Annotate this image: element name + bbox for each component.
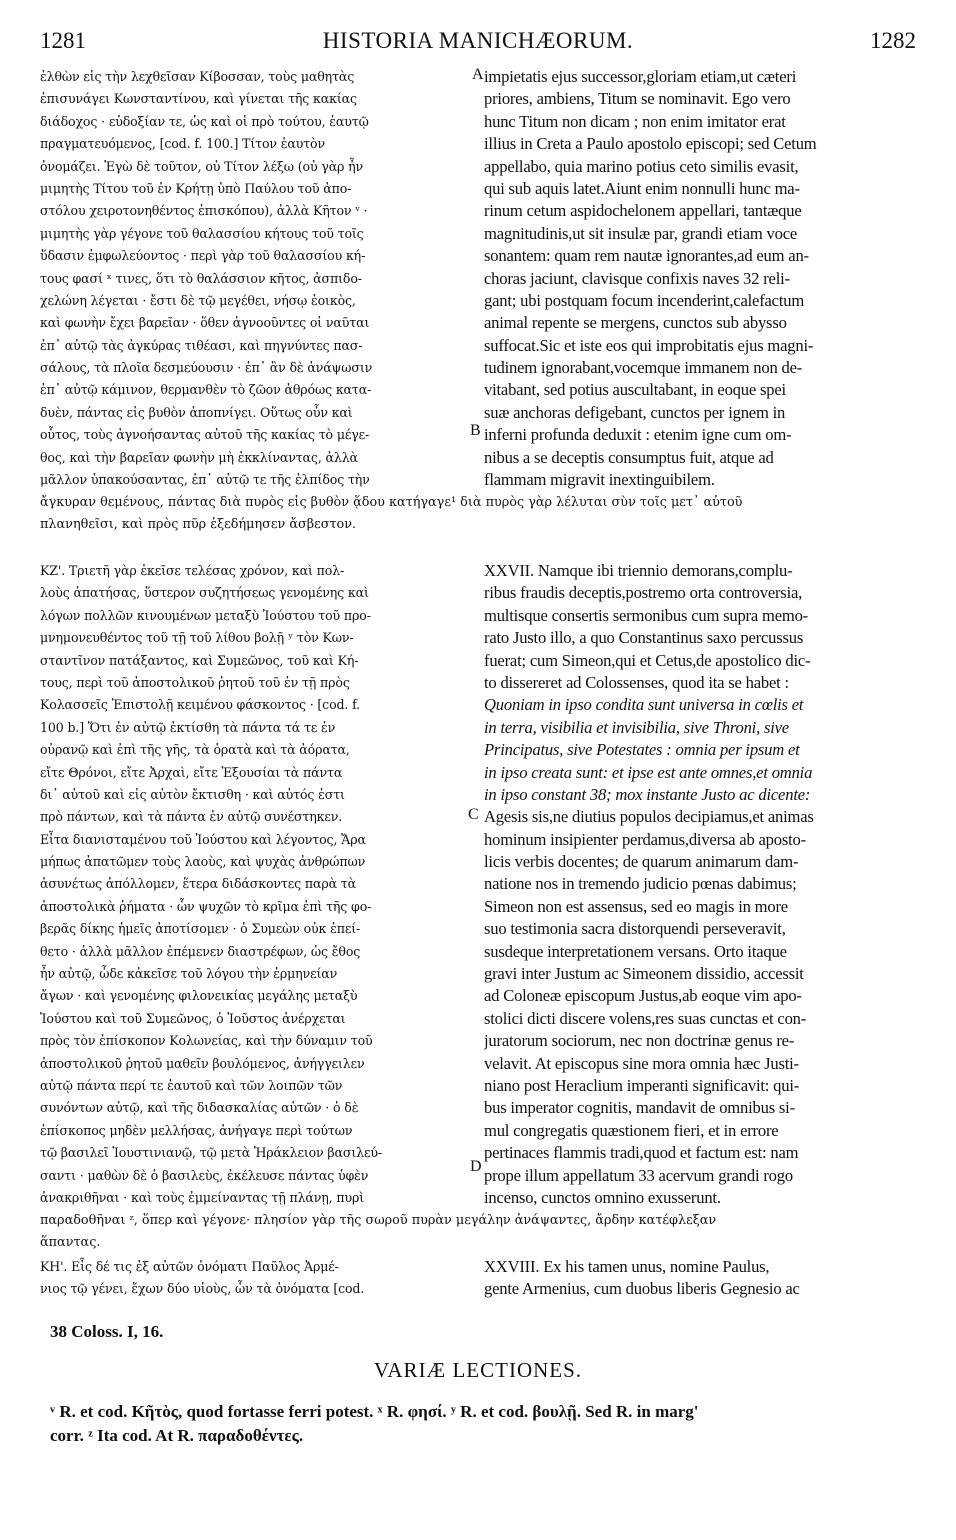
text-line: magnitudinis,ut sit insulæ par, grandi etiam voce xyxy=(484,223,798,243)
text-line: ἀσυνέτως ἀπόλλομεν, ἕτερα διδάσκοντες παρὰ τὰ xyxy=(40,876,356,892)
text-line: vitabant, sed potius auscultabant, in eoque spei xyxy=(484,380,786,400)
text-line: μᾶλλον ὑπακούσαντας, ἐπ᾽ αὐτῷ τε τῆς ἐλπίδος τὴν xyxy=(40,472,370,488)
text-line: XXVII. Namque ibi triennio demorans,complu- xyxy=(484,561,793,580)
text-line: velavit. At episcopus sine mora omnia hæc Justi- xyxy=(484,1053,799,1073)
text-line: Principatus, sive Potestates : omnia per ipsum et xyxy=(484,740,800,760)
text-line: ἐπ᾽ αὐτῷ τὰς ἀγκύρας τιθέασι, καὶ πηγνύντες πασ- xyxy=(40,337,363,353)
text-line: gente Armenius, cum duobus liberis Gegnesio ac xyxy=(484,1279,800,1299)
text-line: prope illum appellatum 33 acervum grandi rogo xyxy=(484,1165,793,1185)
running-title: HISTORIA MANICHÆORUM. xyxy=(322,28,634,53)
text-line: stolici dicti discere volens,res suas cunctas et con- xyxy=(484,1008,807,1028)
margin-marker-d: D xyxy=(470,1158,482,1175)
text-line: appellabo, quia marino potius ceto similis evasit, xyxy=(484,156,799,176)
text-line: αὐτῷ πάντα περί τε ἑαυτοῦ καὶ τῶν λοιπῶν τῶν xyxy=(40,1077,343,1093)
text-line: rato Justo illo, a quo Constantinus saxo percussus xyxy=(484,628,804,648)
text-line: σαντι · μαθὼν δὲ ὁ βασιλεὺς, ἐκέλευσε πάντας ὑφὲν xyxy=(40,1167,369,1183)
text-line: ὕδασιν ἐμφωλεύοντος · περὶ γὰρ τοῦ θαλασσίου κή- xyxy=(40,248,366,264)
text-line: δι᾽ αὐτοῦ καὶ εἰς αὐτὸν ἔκτισθη · καὶ αὐτός ἐστι xyxy=(40,786,345,802)
text-line: πραγματευόμενος, [cod. f. 100.] Τίτον ἑαυτὸν xyxy=(40,136,325,152)
text-line: Ἰούστου καὶ τοῦ Συμεῶνος, ὁ Ἰοῦστος ἀνέρχεται xyxy=(40,1010,346,1026)
text-line: ἄγων · καὶ γενομένης φιλονεικίας μεγάλης μεταξὺ xyxy=(40,988,358,1004)
latin-column-2 xyxy=(484,560,924,1209)
margin-marker-c: C xyxy=(468,806,479,823)
text-line: in ipso creata sunt: et ipse est ante omnes,et omnia xyxy=(484,762,813,782)
text-line: mul congregatis quæstionem fieri, et in errore xyxy=(484,1120,779,1140)
text-line: οὗτος, τοὺς ἀγνοήσαντας αὐτοῦ τῆς κακίας τὸ μέγε- xyxy=(40,427,370,443)
text-line: XXVIII. Ex his tamen unus, nomine Paulus, xyxy=(484,1257,770,1276)
text-line: στόλου χειροτονηθέντος ἐπισκόπου), ἀλλὰ Κῆτον ᵛ · xyxy=(40,203,368,219)
text-line: λοὺς ἀπατήσας, ὕστερον συζητήσεως γενομένης καὶ xyxy=(40,585,369,601)
text-line: gravi inter Justum ac Simeonem dissidio, accessit xyxy=(484,964,804,984)
text-line: Agesis sis,ne diutius populos decipiamus,et animas xyxy=(484,807,814,827)
text-line: μιμητὴς Τίτου τοῦ ἐν Κρήτῃ ὑπὸ Παύλου τοῦ ἀπο- xyxy=(40,180,352,196)
variae-line-1: ᵛ R. et cod. Κῆτὸς, quod fortasse ferri potest. ˣ R. φησί. ʸ R. et cod. βουλῇ. Sed R. in marg' xyxy=(50,1402,699,1421)
text-line: suæ anchoras defigebant, cunctos per ignem in xyxy=(484,402,786,422)
text-line: σταντῖνον πατάξαντος, καὶ Συμεῶνος, τοῦ καὶ Κή- xyxy=(40,652,359,668)
page-number-left: 1281 xyxy=(40,28,86,53)
text-line: ἐπ᾽ αὐτῷ κάμινον, θερμανθὲν τὸ ζῶον ἀθρόως κατα- xyxy=(40,382,372,398)
text-line: in terra, visibilia et invisibilia, sive Throni, sive xyxy=(484,717,789,737)
greek-column-1 xyxy=(40,66,472,491)
text-line: 100 b.] Ὅτι ἐν αὐτῷ ἐκτίσθη τὰ πάντα τά τε ἐν xyxy=(40,719,336,735)
text-line: sonantem: quam rem nautæ ignorantes,ad eum an- xyxy=(484,246,809,266)
text-line: hominum insipienter perdamus,diversa ab aposto- xyxy=(484,829,806,849)
text-line: ἀνακριθῆναι · καὶ τοὺς ἐμμείναντας τῇ πλάνῃ, πυρὶ xyxy=(40,1189,365,1205)
text-line: priores, ambiens, Titum se nominavit. Ego vero xyxy=(484,89,791,109)
text-line: rinum cetum aspidochelonem appellari, tantæque xyxy=(484,201,802,221)
text-line: suo testimonia sacra distorquendi perseveravit, xyxy=(484,919,786,939)
bridge-line-2b: ἅπαντας. xyxy=(40,1235,101,1250)
text-line: susdeque interpretationem versans. Orto itaque xyxy=(484,941,787,961)
page-number-right: 1282 xyxy=(870,28,916,53)
text-line: Εἶτα διανισταμένου τοῦ Ἰούστου καὶ λέγοντος, Ἄρα xyxy=(40,831,366,847)
text-line: ἐλθὼν εἰς τὴν λεχθεῖσαν Κίβοσσαν, τοὺς μαθητὰς xyxy=(40,69,355,84)
text-line: τῷ βασιλεῖ Ἰουστινιανῷ, τῷ μετὰ Ἡράκλειον βασιλεύ- xyxy=(40,1145,382,1161)
running-header xyxy=(40,28,916,58)
text-line: illius in Creta a Paulo apostolo episcopi; sed Cetum xyxy=(484,134,817,154)
margin-marker-a: A xyxy=(472,66,484,83)
text-line: natione nos in tremendo judicio pœnas dabimus; xyxy=(484,874,797,894)
latin-column-1 xyxy=(484,66,924,491)
text-line: εἴτε Θρόνοι, εἴτε Ἀρχαὶ, εἴτε Ἐξουσίαι τὰ πάντα xyxy=(40,764,343,780)
text-line: τους, περὶ τοῦ ἀποστολικοῦ ῥητοῦ τοῦ ἐν τῇ πρὸς xyxy=(40,674,350,690)
text-line: Κολασσεῖς Ἐπιστολῇ κειμένου φάσκοντος · [cod. f. xyxy=(40,697,361,713)
text-line: θετο · ἀλλὰ μᾶλλον ἐπέμενεν διαστρέφων, ὡς ἔθος xyxy=(40,943,361,959)
variae-lectiones-title: VARIÆ LECTIONES. xyxy=(373,1358,583,1382)
text-line: καὶ φωνὴν ἔχει βαρεῖαν · ὅθεν ἀγνοοῦντες οἱ ναῦται xyxy=(40,315,370,331)
bridge-line-1: ἄγκυραν θεμένους, πάντας διὰ πυρὸς εἰς βυθὸν ᾅδου κατήγαγε¹ διὰ πυρὸς γὰρ λέλυται σὺν τοῖς μετ᾽ αὐτοῦ xyxy=(40,495,743,510)
text-line: ΚΗ'. Εἷς δέ τις ἐξ αὐτῶν ὀνόματι Παῦλος Ἀρμέ- xyxy=(40,1259,339,1274)
latin-column-3 xyxy=(484,1256,924,1301)
text-line: ὀνομάζει. Ἐγὼ δὲ τοῦτον, οὐ Τίτον λέξω (οὐ γὰρ ἦν xyxy=(40,158,364,174)
text-line: χελώνη λέγεται · ἔστι δὲ τῷ μεγέθει, νήσῳ ἐοικὸς, xyxy=(40,292,356,308)
margin-marker-b: B xyxy=(470,422,481,439)
text-line: ἀποστολικὰ ῥήματα · ὧν ψυχῶν τὸ κρῖμα ἐπὶ τῆς φο- xyxy=(40,898,372,914)
text-line: pertinaces flammis tradi,quod et factum est: nam xyxy=(484,1143,799,1163)
text-line: ΚΖ'. Τριετῆ γὰρ ἐκεῖσε τελέσας χρόνον, καὶ πολ- xyxy=(40,563,345,578)
text-line: μνημονευθέντος τοῦ τῇ τοῦ λίθου βολῇ ʸ τὸν Κων- xyxy=(40,630,354,646)
text-line: πρὸ πάντων, καὶ τὰ πάντα ἐν αὐτῷ συνέστηκεν. xyxy=(40,809,343,825)
text-line: niano post Heraclium imperanti significavit: qui- xyxy=(484,1075,800,1095)
greek-column-2 xyxy=(40,560,472,1209)
variae-line-2: corr. ᶻ Ita cod. At R. παραδοθέντες. xyxy=(50,1426,304,1445)
text-line: ribus fraudis deceptis,postremo orta controversia, xyxy=(484,583,803,603)
greek-column-3 xyxy=(40,1256,472,1301)
text-line: ad Coloneæ episcopum Justus,ab eoque vim apo- xyxy=(484,986,802,1006)
text-line: Quoniam in ipso condita sunt universa in cœlis et xyxy=(484,695,804,715)
text-line: bus imperator cognitis, mandavit de omnibus si- xyxy=(484,1098,795,1118)
bridge-line-2: παραδοθῆναι ᶻ, ὅπερ καὶ γέγονε· πλησίον γὰρ τῆς σωροῦ πυρὰν μεγάλην ἀνάψαντες, ἄρδην κατέφλεξαν xyxy=(40,1213,717,1228)
text-line: animal repente se mergens, cunctos sub abysso xyxy=(484,313,787,333)
text-line: incenso, cunctos omnino exusserunt. xyxy=(484,1187,721,1207)
variae-lectiones-body xyxy=(50,1400,930,1448)
text-line: δυὲν, πάντας εἰς βυθὸν ἀποπνίγει. Οὕτως οὖν καὶ xyxy=(40,404,353,420)
text-line: σάλους, τὰ πλοῖα δεσμεύουσιν · ἐπ᾽ ἂν δὲ ἀνάψωσιν xyxy=(40,360,373,376)
text-line: qui sub aquis latet.Aiunt enim nonnulli hunc ma- xyxy=(484,178,800,198)
text-line: ἀποστολικοῦ ῥητοῦ μαθεῖν βουλόμενος, ἀνήγγειλεν xyxy=(40,1055,365,1071)
text-line: suffocat.Sic et iste eos qui improbitatis ejus magni- xyxy=(484,335,814,355)
text-line: choras jaciunt, clavisque confixis naves 32 reli- xyxy=(484,268,790,288)
text-line: πρὸς τὸν ἐπίσκοπον Κολωνείας, καὶ τὴν δύναμιν τοῦ xyxy=(40,1033,373,1049)
text-line: impietatis ejus successor,gloriam etiam,ut cæteri xyxy=(484,67,797,86)
text-line: ἐπισυνάγει Κωνσταντίνου, καὶ γίνεται τῆς κακίας xyxy=(40,91,357,107)
text-line: ἐπίσκοπος μηδὲν μελλήσας, ἀνήγαγε περὶ τούτων xyxy=(40,1122,353,1138)
text-line: τους φασί ˣ τινες, ὅτι τὸ θαλάσσιον κῆτος, ἀσπιδο- xyxy=(40,270,362,286)
footnote: 38 Coloss. I, 16. xyxy=(50,1322,164,1341)
text-line: fuerat; cum Simeon,qui et Cetus,de apostolico dic- xyxy=(484,650,811,670)
text-line: hunc Titum non dicam ; non enim imitator erat xyxy=(484,111,786,131)
text-line: συνόντων αὐτῷ, καὶ τῆς διδασκαλίας αὐτῶν · ὁ δὲ xyxy=(40,1100,359,1116)
text-line: λόγων πολλῶν κινουμένων μεταξὺ Ἰούστου τοῦ προ- xyxy=(40,607,371,623)
text-line: θος, καὶ τὴν βαρεῖαν φωνὴν μὴ ἐκκλίναντας, ἀλλὰ xyxy=(40,449,358,465)
text-line: Simeon non est assensus, sed eo magis in more xyxy=(484,896,788,916)
text-line: nibus a se deceptis consumptus fuit, atque ad xyxy=(484,447,774,467)
text-line: βερᾶς δίκης ἡμεῖς ἀποτίσομεν · ὁ Συμεὼν οὐκ ἐπεί- xyxy=(40,921,361,937)
text-line: νιος τῷ γένει, ἔχων δύο υἱοὺς, ὧν τὰ ὀνόματα [cod. xyxy=(40,1281,365,1297)
text-line: multisque consertis sermonibus cum supra memo- xyxy=(484,605,809,625)
text-line: gant; ubi postquam focum incenderint,calefactum xyxy=(484,290,805,310)
text-line: in ipso constant 38; mox instante Justo ac dicente: xyxy=(484,784,811,804)
text-line: οὐρανῷ καὶ ἐπὶ τῆς γῆς, τὰ ὁρατὰ καὶ τὰ ἀόρατα, xyxy=(40,742,350,758)
text-line: juratorum sociorum, nec non doctrinæ genus re- xyxy=(484,1031,795,1051)
text-line: tudinem ignorabant,vocemque immanem non de- xyxy=(484,358,803,378)
bridge-line-1b: πλανηθεῖσι, καὶ πρὸς πῦρ ἐξεδήμησεν ἄσβεστον. xyxy=(40,517,357,532)
text-line: ἦν αὐτῷ, ὧδε κἀκεῖσε τοῦ λόγου τὴν ἑρμηνείαν xyxy=(40,966,338,982)
text-line: inferni profunda deduxit : etenim igne cum om- xyxy=(484,425,792,445)
text-line: to dissereret ad Colossenses, quod ita se habet : xyxy=(484,672,789,692)
text-line: διάδοχος · εὐδοξίαν τε, ὡς καὶ οἱ πρὸ τούτου, ἑαυτῷ xyxy=(40,113,369,129)
text-line: flammam migravit inextinguibilem. xyxy=(484,470,715,490)
text-line: μήπως ἀπατῶμεν τοὺς λαοὺς, καὶ ψυχὰς ἀνθρώπων xyxy=(40,854,366,870)
text-line: licis verbis docentes; de quarum animarum dam- xyxy=(484,852,799,872)
text-line: μιμητὴς γὰρ γέγονε τοῦ θαλασσίου κήτους τοῦ τοῖς xyxy=(40,225,364,241)
